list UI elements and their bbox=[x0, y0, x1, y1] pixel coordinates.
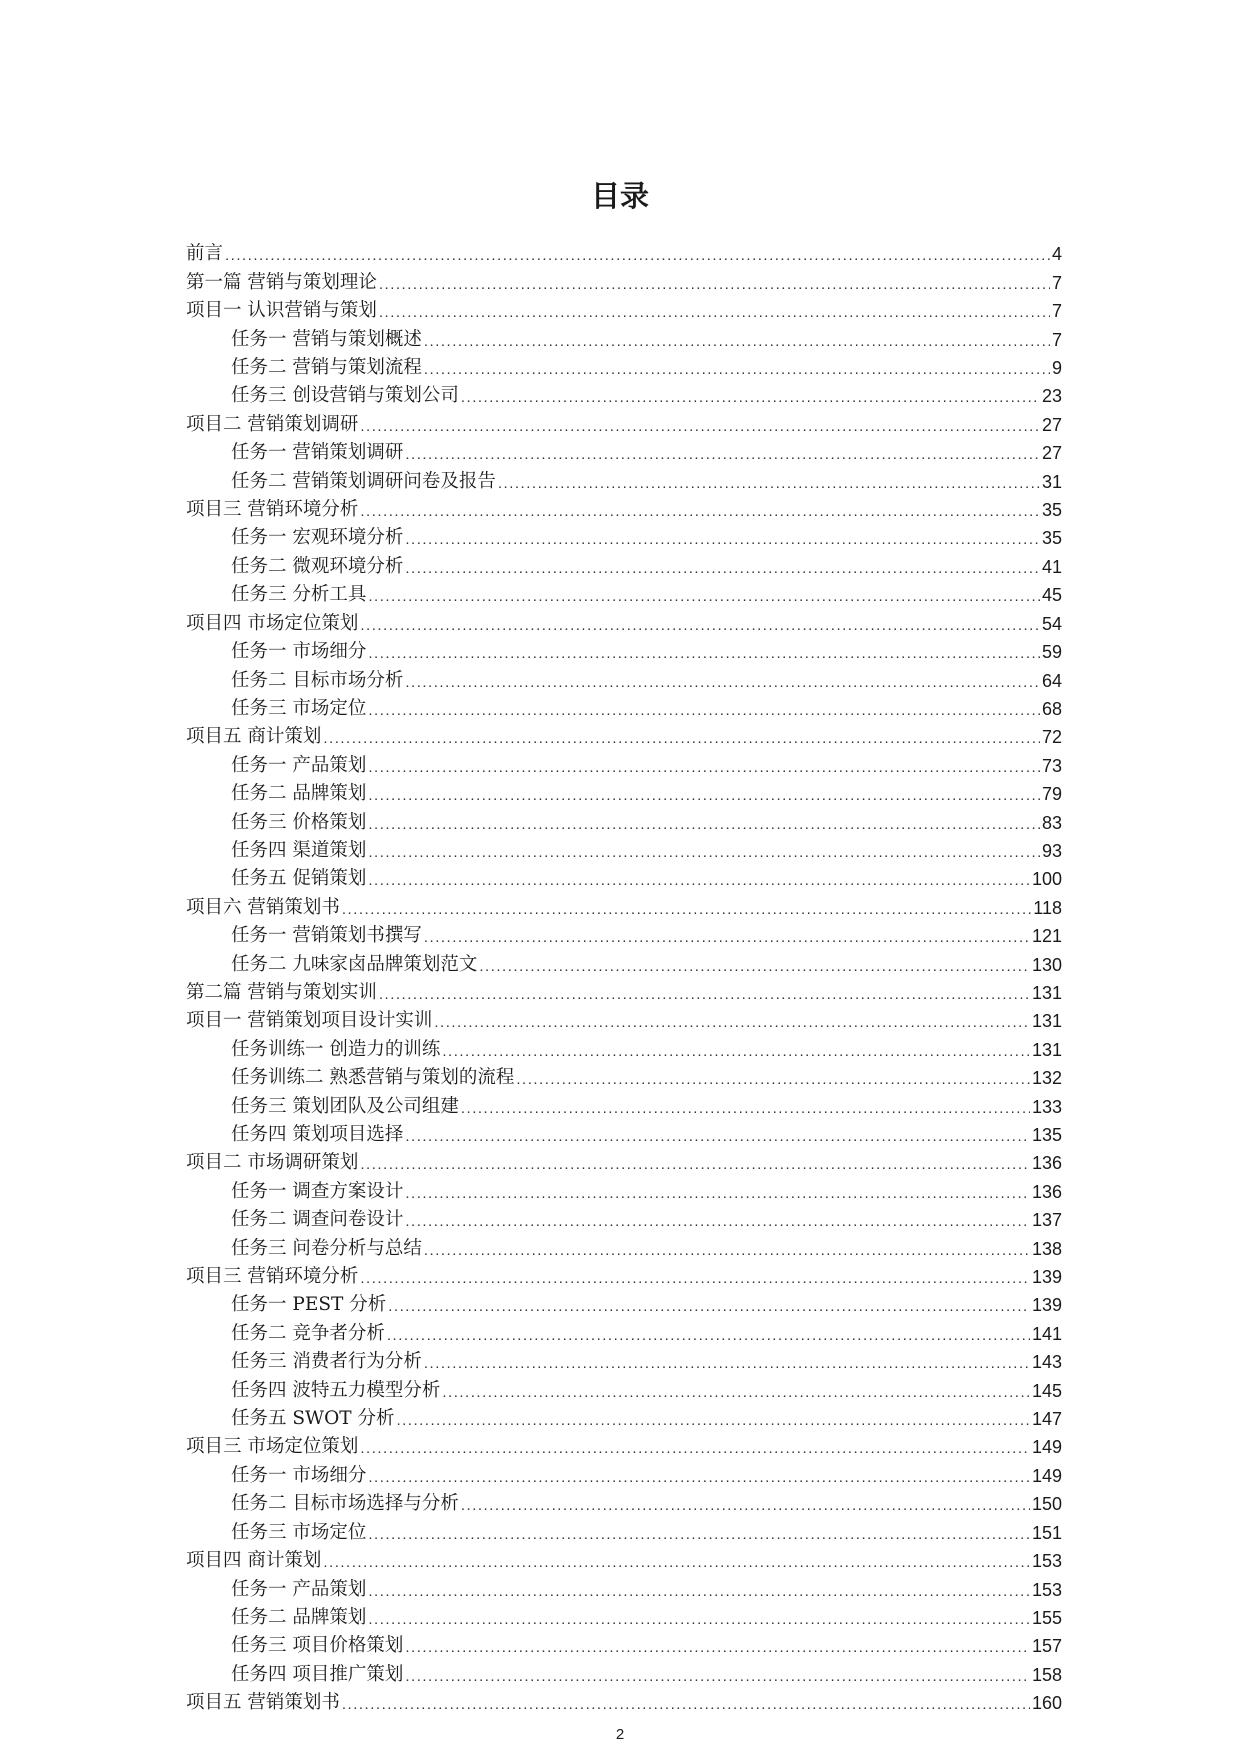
toc-entry[interactable] bbox=[186, 947, 1062, 975]
toc-entry-label: 任务一 市场细分 bbox=[231, 1464, 367, 1486]
toc-entry-label: 项目五 营销策划书 bbox=[186, 1692, 340, 1714]
toc-entry-label: 任务三 问卷分析与总结 bbox=[231, 1237, 422, 1259]
toc-dot-leader bbox=[424, 925, 1030, 947]
toc-entry[interactable] bbox=[186, 1316, 1062, 1344]
toc-entry-label: 任务二 九味家卤品牌策划范文 bbox=[231, 953, 478, 975]
toc-entry-label: 项目三 营销环境分析 bbox=[186, 1266, 359, 1288]
toc-entry[interactable] bbox=[186, 1345, 1062, 1373]
toc-entry[interactable] bbox=[186, 1515, 1062, 1543]
toc-dot-leader bbox=[405, 670, 1040, 692]
toc-entry-page-number: 132 bbox=[1031, 1068, 1062, 1089]
toc-entry[interactable] bbox=[186, 890, 1062, 918]
toc-dot-leader bbox=[368, 1522, 1030, 1544]
toc-entry-page-number: 131 bbox=[1031, 1011, 1062, 1032]
toc-dot-leader bbox=[379, 982, 1030, 1004]
toc-entry[interactable] bbox=[186, 351, 1062, 379]
toc-entry[interactable] bbox=[186, 379, 1062, 407]
toc-entry-page-number: 79 bbox=[1041, 784, 1062, 805]
toc-entry-page-number: 149 bbox=[1031, 1465, 1062, 1486]
toc-entry-page-number: 131 bbox=[1031, 1039, 1062, 1060]
toc-entry-page-number: 143 bbox=[1031, 1352, 1062, 1373]
toc-entry-label: 任务训练一 创造力的训练 bbox=[231, 1038, 441, 1060]
toc-entry-label: 任务二 目标市场分析 bbox=[231, 669, 404, 691]
toc-entry[interactable] bbox=[186, 1174, 1062, 1202]
toc-entry-page-number: 73 bbox=[1041, 755, 1062, 776]
toc-dot-leader bbox=[379, 272, 1050, 294]
toc-entry-label: 项目一 认识营销与策划 bbox=[186, 300, 377, 322]
toc-dot-leader bbox=[368, 584, 1040, 606]
toc-dot-leader bbox=[405, 1664, 1030, 1686]
toc-dot-leader bbox=[342, 897, 1031, 919]
toc-entry[interactable] bbox=[186, 1572, 1062, 1600]
toc-entry-page-number: 153 bbox=[1031, 1551, 1062, 1572]
toc-dot-leader bbox=[379, 300, 1050, 322]
toc-dot-leader bbox=[405, 1209, 1030, 1231]
toc-entry-label: 任务三 策划团队及公司组建 bbox=[231, 1095, 459, 1117]
toc-entry-page-number: 141 bbox=[1031, 1323, 1062, 1344]
toc-entry[interactable] bbox=[186, 1032, 1062, 1060]
toc-entry-page-number: 27 bbox=[1041, 443, 1062, 464]
toc-dot-leader bbox=[405, 1181, 1030, 1203]
toc-entry[interactable] bbox=[186, 663, 1062, 691]
toc-dot-leader bbox=[368, 812, 1040, 834]
toc-entry-page-number: 64 bbox=[1041, 670, 1062, 691]
toc-entry-label: 任务三 市场定位 bbox=[231, 697, 367, 719]
toc-entry-page-number: 7 bbox=[1051, 329, 1062, 350]
toc-entry-page-number: 118 bbox=[1033, 897, 1062, 918]
toc-entry-page-number: 72 bbox=[1041, 727, 1062, 748]
toc-entry-label: 任务四 波特五力模型分析 bbox=[231, 1379, 441, 1401]
toc-dot-leader bbox=[368, 641, 1040, 663]
toc-entry-page-number: 135 bbox=[1031, 1125, 1062, 1145]
toc-entry-page-number: 27 bbox=[1041, 414, 1062, 435]
toc-entry[interactable] bbox=[186, 237, 1062, 265]
toc-entry[interactable] bbox=[186, 1288, 1062, 1316]
toc-entry-label: 任务五 促销策划 bbox=[231, 868, 367, 890]
toc-entry-label: 项目二 市场调研策划 bbox=[186, 1152, 359, 1174]
toc-entry-page-number: 93 bbox=[1041, 840, 1062, 861]
toc-entry[interactable] bbox=[186, 1061, 1062, 1089]
toc-dot-leader bbox=[342, 1692, 1030, 1714]
toc-dot-leader bbox=[360, 613, 1040, 635]
toc-entry-label: 第一篇 营销与策划理论 bbox=[186, 271, 377, 293]
toc-entry-label: 任务二 营销策划调研问卷及报告 bbox=[231, 470, 496, 492]
toc-dot-leader bbox=[424, 1351, 1030, 1373]
toc-entry-label: 任务二 品牌策划 bbox=[231, 783, 367, 805]
toc-entry-page-number: 150 bbox=[1031, 1494, 1062, 1515]
toc-entry-page-number: 151 bbox=[1031, 1522, 1062, 1543]
toc-entry-label: 任务一 PEST 分析 bbox=[231, 1294, 387, 1316]
toc-dot-leader bbox=[360, 1436, 1030, 1458]
toc-entry-page-number: 130 bbox=[1031, 954, 1062, 975]
toc-dot-leader bbox=[396, 1408, 1029, 1430]
toc-entry-page-number: 121 bbox=[1031, 926, 1062, 947]
toc-entry[interactable] bbox=[186, 1601, 1062, 1629]
toc-dot-leader bbox=[368, 698, 1040, 720]
toc-entry-page-number: 23 bbox=[1041, 386, 1062, 407]
page-number: 2 bbox=[615, 1726, 625, 1743]
toc-entry-page-number: 138 bbox=[1031, 1238, 1062, 1259]
toc-entry[interactable] bbox=[186, 549, 1062, 577]
toc-entry-label: 任务一 产品策划 bbox=[231, 754, 367, 776]
toc-entry-label: 任务一 营销策划调研 bbox=[231, 442, 404, 464]
toc-entry-page-number: 31 bbox=[1041, 471, 1062, 492]
toc-entry-label: 任务三 市场定位 bbox=[231, 1521, 367, 1543]
toc-entry[interactable] bbox=[186, 1373, 1062, 1401]
toc-entry-page-number: 155 bbox=[1031, 1607, 1062, 1628]
toc-entry-label: 项目四 市场定位策划 bbox=[186, 612, 359, 634]
toc-entry-label: 任务三 消费者行为分析 bbox=[231, 1351, 422, 1373]
toc-entry-label: 任务三 创设营销与策划公司 bbox=[231, 385, 459, 407]
toc-entry-page-number: 147 bbox=[1031, 1409, 1062, 1430]
toc-dot-leader bbox=[368, 1579, 1030, 1601]
toc-entry[interactable] bbox=[186, 1260, 1062, 1288]
toc-dot-leader bbox=[368, 783, 1040, 805]
toc-entry[interactable] bbox=[186, 322, 1062, 350]
toc-entry[interactable] bbox=[186, 862, 1062, 890]
toc-entry-label: 任务二 调查问卷设计 bbox=[231, 1209, 404, 1231]
toc-dot-leader bbox=[461, 1493, 1030, 1515]
toc-entry-page-number: 157 bbox=[1031, 1636, 1062, 1657]
toc-dot-leader bbox=[368, 840, 1040, 862]
toc-dot-leader bbox=[405, 1124, 1030, 1146]
toc-dot-leader bbox=[498, 471, 1040, 493]
toc-dot-leader bbox=[442, 1380, 1030, 1402]
toc-entry[interactable] bbox=[186, 294, 1062, 322]
toc-entry-label: 任务四 渠道策划 bbox=[231, 839, 367, 861]
toc-entry-label: 项目三 市场定位策划 bbox=[186, 1436, 359, 1458]
toc-entry-page-number: 41 bbox=[1041, 556, 1062, 577]
toc-entry-page-number: 4 bbox=[1051, 244, 1062, 265]
toc-entry[interactable] bbox=[186, 407, 1062, 435]
table-of-contents bbox=[186, 237, 1062, 1714]
toc-entry-page-number: 153 bbox=[1031, 1579, 1062, 1600]
toc-entry-page-number: 149 bbox=[1031, 1437, 1062, 1458]
toc-entry-label: 任务一 营销与策划概述 bbox=[231, 328, 422, 350]
toc-entry-page-number: 7 bbox=[1051, 272, 1062, 293]
toc-dot-leader bbox=[442, 1039, 1030, 1061]
toc-entry-label: 项目三 营销环境分析 bbox=[186, 499, 359, 521]
toc-entry-page-number: 68 bbox=[1041, 698, 1062, 719]
toc-entry-page-number: 131 bbox=[1031, 982, 1062, 1003]
toc-entry-label: 第二篇 营销与策划实训 bbox=[186, 981, 377, 1003]
toc-entry-page-number: 9 bbox=[1051, 358, 1062, 379]
toc-entry-label: 项目五 商计策划 bbox=[186, 726, 322, 748]
toc-entry-page-number: 160 bbox=[1031, 1693, 1062, 1714]
toc-dot-leader bbox=[323, 726, 1040, 748]
toc-entry[interactable] bbox=[186, 1004, 1062, 1032]
toc-dot-leader bbox=[434, 1010, 1030, 1032]
toc-entry[interactable] bbox=[186, 1458, 1062, 1486]
toc-dot-leader bbox=[360, 499, 1040, 521]
toc-entry[interactable] bbox=[186, 1146, 1062, 1174]
toc-entry[interactable] bbox=[186, 1089, 1062, 1117]
toc-entry[interactable] bbox=[186, 748, 1062, 776]
toc-entry-page-number: 137 bbox=[1031, 1210, 1062, 1231]
toc-entry-page-number: 133 bbox=[1031, 1096, 1062, 1117]
toc-entry[interactable] bbox=[186, 1231, 1062, 1259]
toc-dot-leader bbox=[387, 1323, 1030, 1345]
toc-entry-label: 任务二 竞争者分析 bbox=[231, 1322, 385, 1344]
toc-entry[interactable] bbox=[186, 436, 1062, 464]
toc-entry-page-number: 7 bbox=[1051, 301, 1062, 322]
toc-entry-page-number: 139 bbox=[1031, 1267, 1062, 1288]
toc-entry[interactable] bbox=[186, 919, 1062, 947]
toc-entry-page-number: 59 bbox=[1041, 642, 1062, 663]
toc-entry-label: 任务二 微观环境分析 bbox=[231, 555, 404, 577]
toc-entry-label: 任务二 品牌策划 bbox=[231, 1606, 367, 1628]
toc-entry-label: 任务四 策划项目选择 bbox=[231, 1124, 404, 1145]
toc-entry[interactable] bbox=[186, 1544, 1062, 1572]
toc-entry[interactable] bbox=[186, 265, 1062, 293]
toc-entry-label: 项目六 营销策划书 bbox=[186, 896, 340, 918]
toc-entry[interactable] bbox=[186, 720, 1062, 748]
toc-entry-page-number: 83 bbox=[1041, 812, 1062, 833]
toc-dot-leader bbox=[323, 1550, 1030, 1572]
toc-entry-label: 任务二 目标市场选择与分析 bbox=[231, 1493, 459, 1515]
toc-dot-leader bbox=[405, 1635, 1030, 1657]
toc-entry-label: 任务二 营销与策划流程 bbox=[231, 357, 422, 379]
toc-entry[interactable] bbox=[186, 1203, 1062, 1231]
toc-dot-leader bbox=[225, 243, 1050, 265]
toc-entry[interactable] bbox=[186, 692, 1062, 720]
toc-entry-label: 任务三 价格策划 bbox=[231, 811, 367, 833]
toc-dot-leader bbox=[405, 442, 1040, 464]
toc-entry[interactable] bbox=[186, 521, 1062, 549]
toc-dot-leader bbox=[424, 329, 1050, 351]
toc-entry-page-number: 145 bbox=[1031, 1380, 1062, 1401]
toc-entry[interactable] bbox=[186, 777, 1062, 805]
toc-entry-label: 项目二 营销策划调研 bbox=[186, 413, 359, 435]
toc-entry[interactable] bbox=[186, 1657, 1062, 1685]
toc-dot-leader bbox=[368, 755, 1040, 777]
toc-entry[interactable] bbox=[186, 1118, 1062, 1146]
toc-dot-leader bbox=[368, 1607, 1030, 1629]
toc-dot-leader bbox=[461, 385, 1040, 407]
toc-entry-label: 任务三 分析工具 bbox=[231, 584, 367, 606]
toc-dot-leader bbox=[368, 868, 1030, 890]
toc-entry-label: 任务一 调查方案设计 bbox=[231, 1180, 404, 1202]
toc-entry-page-number: 136 bbox=[1031, 1153, 1062, 1174]
toc-entry[interactable] bbox=[186, 1430, 1062, 1458]
toc-entry-label: 任务一 宏观环境分析 bbox=[231, 527, 404, 549]
toc-entry-page-number: 139 bbox=[1031, 1295, 1062, 1316]
toc-entry-label: 任务一 营销策划书撰写 bbox=[231, 925, 422, 947]
toc-entry-label: 前言 bbox=[186, 243, 224, 265]
toc-entry[interactable] bbox=[186, 1487, 1062, 1515]
toc-dot-leader bbox=[360, 1266, 1030, 1288]
toc-entry[interactable] bbox=[186, 606, 1062, 634]
toc-dot-leader bbox=[424, 1238, 1030, 1260]
toc-entry[interactable] bbox=[186, 805, 1062, 833]
toc-entry[interactable] bbox=[186, 976, 1062, 1004]
toc-entry-page-number: 45 bbox=[1041, 585, 1062, 606]
toc-entry-page-number: 100 bbox=[1031, 869, 1062, 890]
toc-dot-leader bbox=[424, 357, 1050, 379]
toc-entry[interactable] bbox=[186, 493, 1062, 521]
toc-entry-label: 项目四 商计策划 bbox=[186, 1550, 322, 1572]
toc-entry-label: 任务训练二 熟悉营销与策划的流程 bbox=[231, 1067, 515, 1089]
toc-entry-page-number: 35 bbox=[1041, 500, 1062, 521]
toc-entry[interactable] bbox=[186, 1686, 1062, 1714]
toc-entry-page-number: 158 bbox=[1031, 1664, 1062, 1685]
toc-dot-leader bbox=[360, 1152, 1030, 1174]
toc-dot-leader bbox=[368, 1465, 1030, 1487]
toc-entry[interactable] bbox=[186, 1629, 1062, 1657]
toc-entry-label: 任务五 SWOT 分析 bbox=[231, 1408, 395, 1430]
toc-dot-leader bbox=[360, 414, 1040, 436]
toc-entry-label: 任务一 产品策划 bbox=[231, 1578, 367, 1600]
toc-entry-page-number: 35 bbox=[1041, 528, 1062, 549]
toc-entry[interactable] bbox=[186, 834, 1062, 862]
toc-dot-leader bbox=[461, 1096, 1030, 1118]
toc-entry-page-number: 136 bbox=[1031, 1181, 1062, 1202]
page-title: 目录 bbox=[590, 179, 649, 213]
toc-entry[interactable] bbox=[186, 635, 1062, 663]
toc-entry[interactable] bbox=[186, 578, 1062, 606]
toc-entry-label: 项目一 营销策划项目设计实训 bbox=[186, 1010, 433, 1032]
toc-dot-leader bbox=[388, 1294, 1030, 1316]
toc-entry-label: 任务三 项目价格策划 bbox=[231, 1635, 404, 1657]
toc-entry-label: 任务一 市场细分 bbox=[231, 641, 367, 663]
toc-entry-page-number: 54 bbox=[1041, 613, 1062, 634]
toc-dot-leader bbox=[405, 527, 1040, 549]
toc-entry[interactable] bbox=[186, 464, 1062, 492]
toc-entry[interactable] bbox=[186, 1402, 1062, 1430]
toc-entry-label: 任务四 项目推广策划 bbox=[231, 1663, 404, 1685]
toc-dot-leader bbox=[516, 1067, 1030, 1089]
toc-dot-leader bbox=[479, 954, 1030, 976]
toc-dot-leader bbox=[405, 556, 1040, 578]
